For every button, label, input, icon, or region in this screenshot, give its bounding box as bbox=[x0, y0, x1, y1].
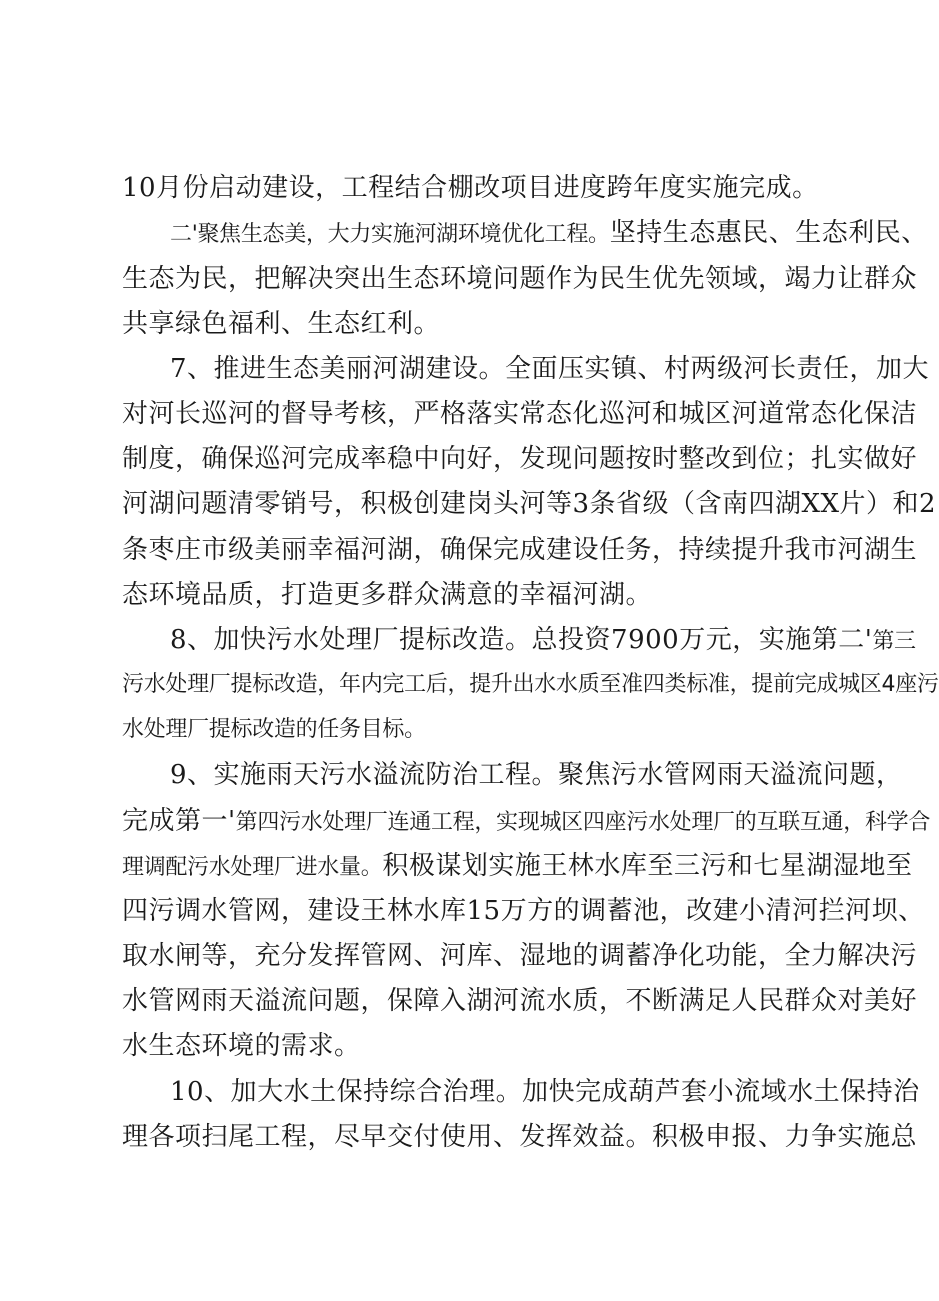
paragraph-line: 四污调水管网，建设王林水库15万方的调蓄池，改建小清河拦河坝、 bbox=[122, 896, 925, 926]
paragraph-line: 取水闸等，充分发挥管网、河库、湿地的调蓄净化功能，全力解决污 bbox=[122, 941, 918, 971]
paragraph-line: 生态为民，把解决突出生态环境问题作为民生优先领域，竭力让群众 bbox=[122, 264, 918, 294]
paragraph-line: 共享绿色福利、生态红利。 bbox=[122, 309, 441, 339]
paragraph-text-alt: 第三 bbox=[872, 629, 916, 654]
paragraph-line: 制度，确保巡河完成率稳中向好，发现问题按时整改到位；扎实做好 bbox=[122, 444, 918, 474]
section-heading: 二'聚焦生态美，大力实施河湖环境优化工程。 bbox=[170, 222, 610, 247]
paragraph-line: 污水处理厂提标改造，年内完工后，提升出水水质至准四类标准，提前完成城区4座污 bbox=[122, 672, 939, 697]
section-heading-line bbox=[170, 215, 928, 253]
paragraph-line: 对河长巡河的督导考核，严格落实常态化巡河和城区河道常态化保洁 bbox=[122, 399, 918, 429]
paragraph-text: 8、加快污水处理厂提标改造。总投资7900万元，实施第二' bbox=[170, 625, 873, 655]
paragraph-line: 水处理厂提标改造的任务目标。 bbox=[122, 717, 426, 742]
paragraph-text: 完成第一' bbox=[122, 806, 236, 836]
paragraph-text-alt: 第四污水处理厂连通工程，实现城区四座污水处理厂的互联互通，科学合 bbox=[235, 810, 931, 835]
paragraph-line: 态环境品质，打造更多群众满意的幸福河湖。 bbox=[122, 580, 653, 610]
item-10-heading-line: 10、加大水土保持综合治理。加快完成葫芦套小流域水土保持治 bbox=[170, 1077, 920, 1107]
item-8-heading-line bbox=[170, 622, 916, 660]
paragraph-line: 水生态环境的需求。 bbox=[122, 1031, 361, 1061]
paragraph-line: 10月份启动建设，工程结合棚改项目进度跨年度实施完成。 bbox=[122, 173, 819, 203]
paragraph-line bbox=[122, 848, 913, 886]
paragraph-line: 河湖问题清零销号，积极创建岗头河等3条省级（含南四湖XX片）和2 bbox=[122, 489, 937, 519]
paragraph-text: 坚持生态惠民、生态利民、 bbox=[609, 218, 928, 248]
paragraph-text: 积极谋划实施王林水库至三污和七星湖湿地至 bbox=[382, 851, 913, 881]
paragraph-line: 理各项扫尾工程，尽早交付使用、发挥效益。积极申报、力争实施总 bbox=[122, 1122, 918, 1152]
paragraph-line: 水管网雨天溢流问题，保障入湖河流水质，不断满足人民群众对美好 bbox=[122, 986, 918, 1016]
item-9-heading-line: 9、实施雨天污水溢流防治工程。聚焦污水管网雨天溢流问题， bbox=[170, 760, 903, 790]
item-7-heading-line: 7、推进生态美丽河湖建设。全面压实镇、村两级河长责任，加大 bbox=[170, 354, 930, 384]
paragraph-line: 条枣庄市级美丽幸福河湖，确保完成建设任务，持续提升我市河湖生 bbox=[122, 535, 918, 565]
paragraph-text-alt: 理调配污水处理厂进水量。 bbox=[122, 855, 383, 880]
paragraph-line bbox=[122, 803, 931, 841]
